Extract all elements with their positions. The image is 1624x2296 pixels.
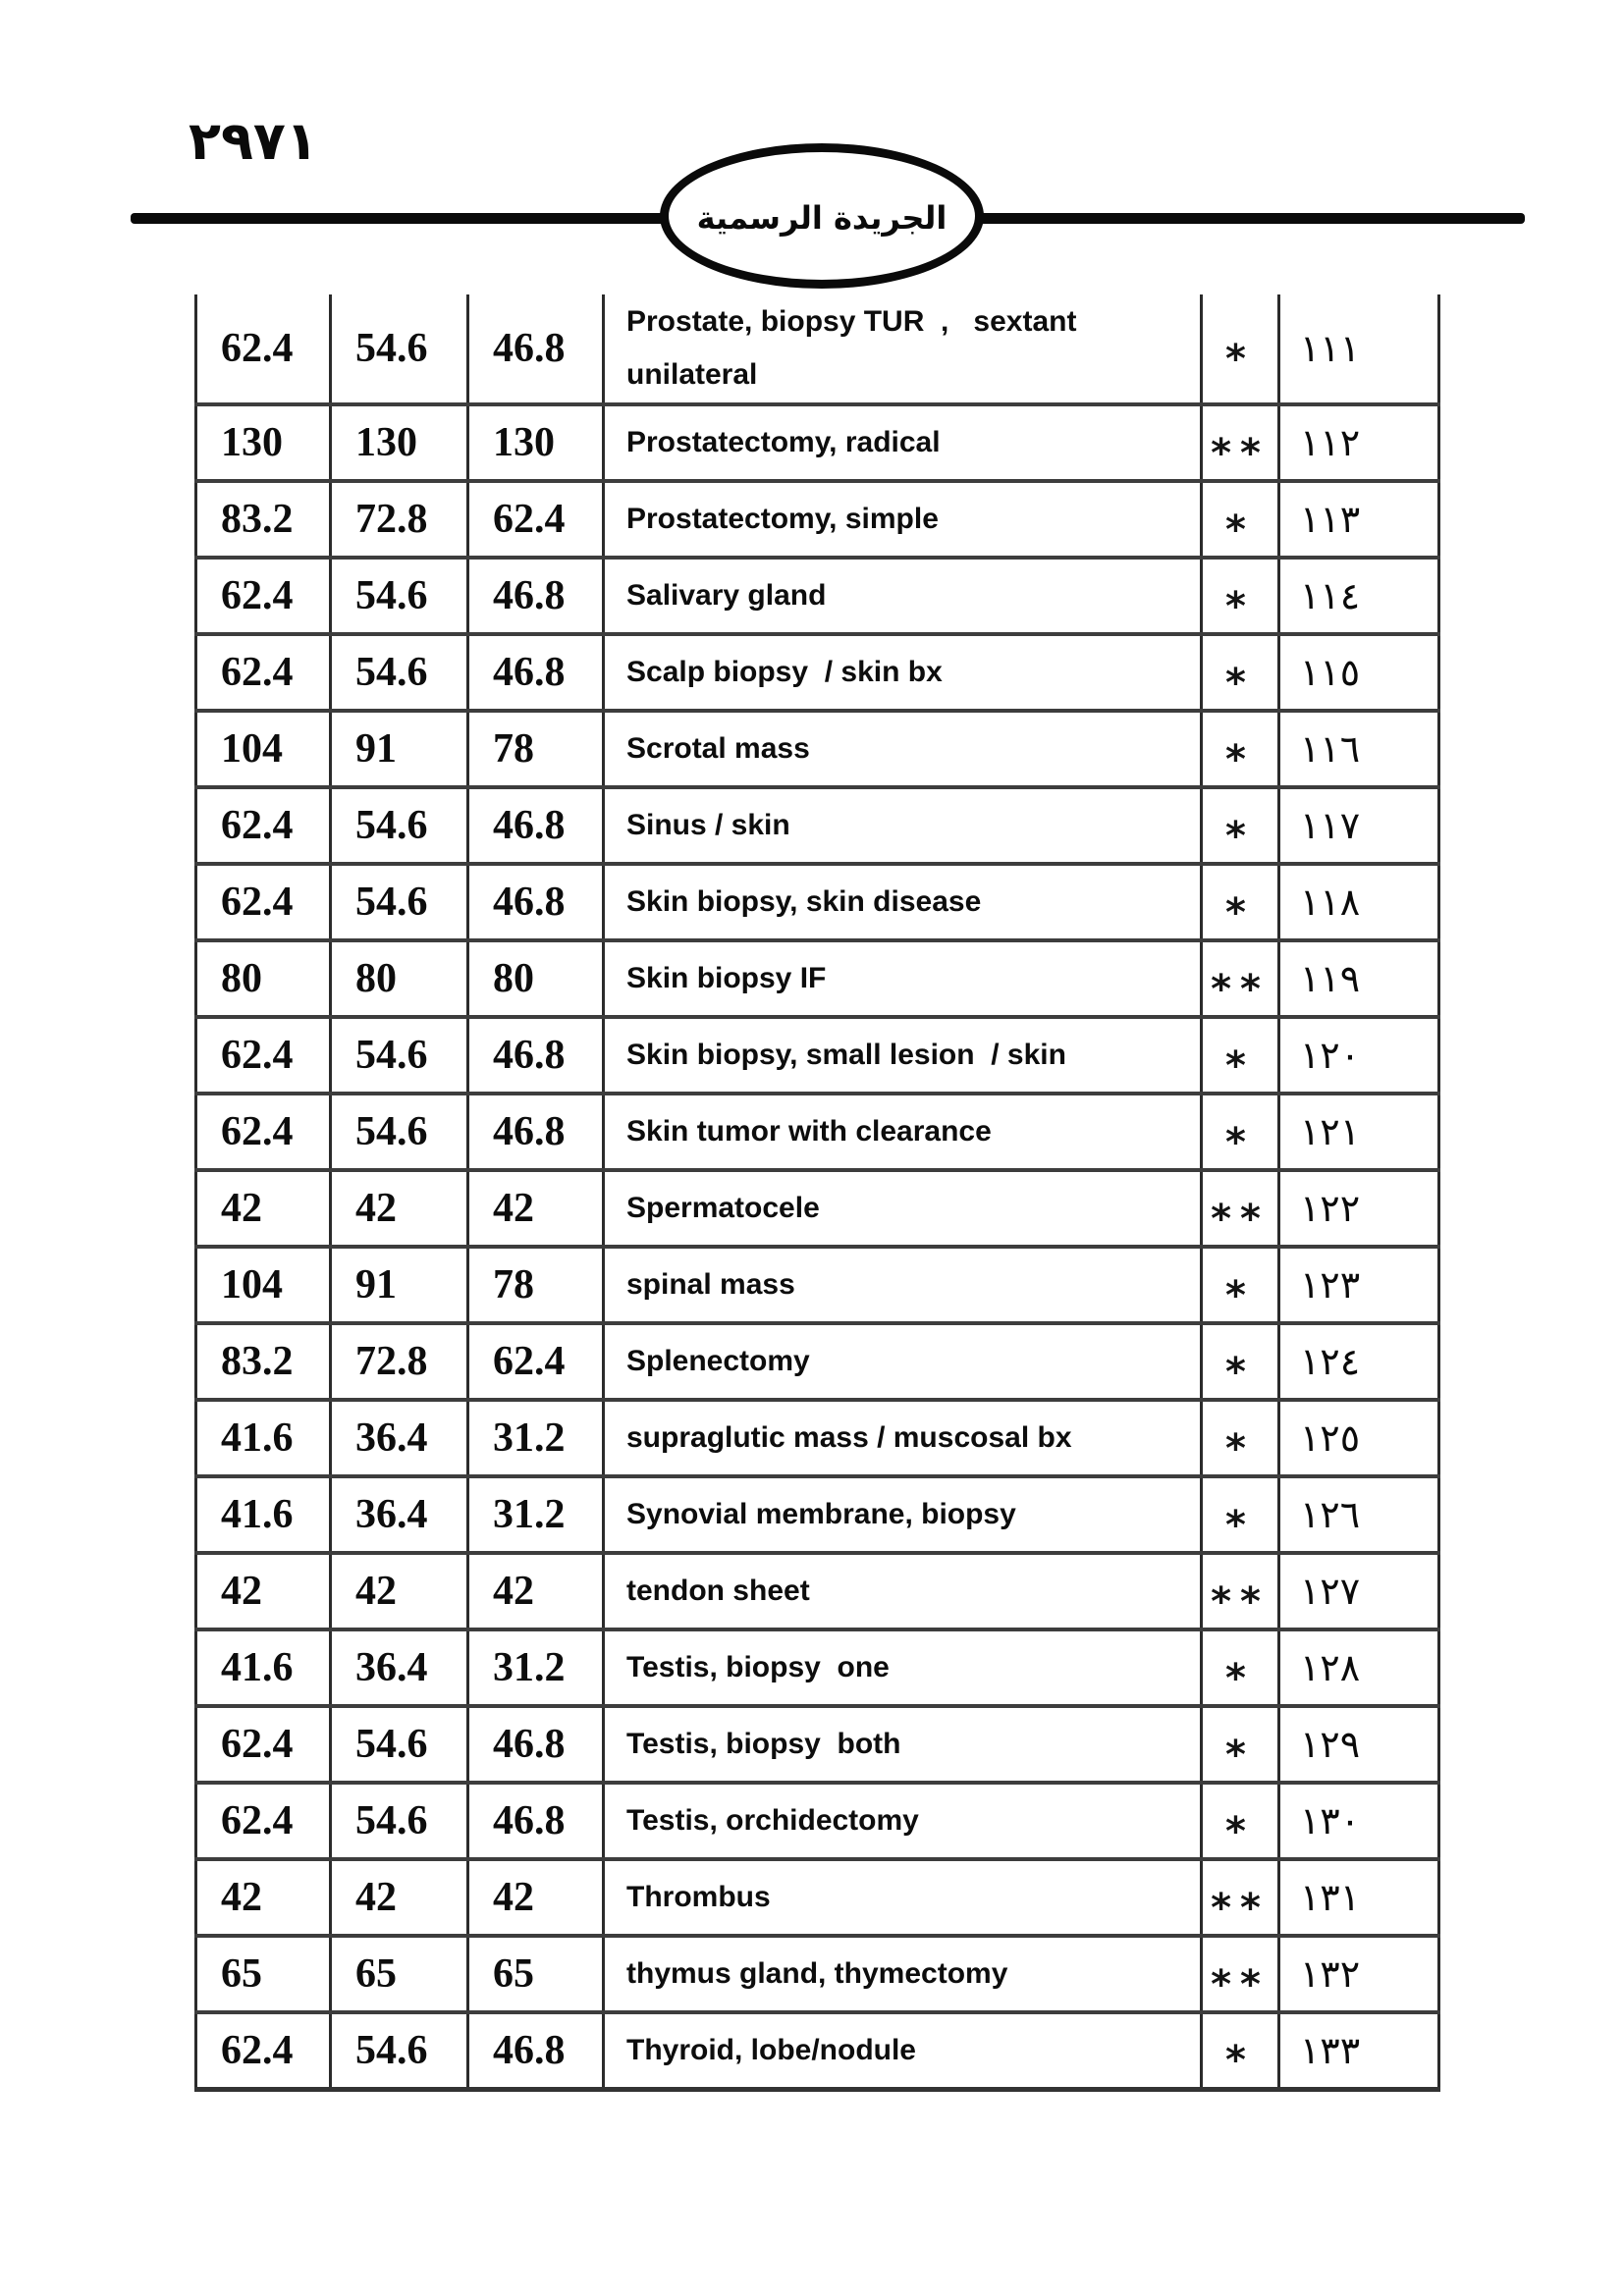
fee-tier-c-cell: 42 — [468, 1170, 604, 1247]
fee-tier-b-cell: 42 — [331, 1859, 468, 1936]
fee-tier-a-cell: 62.4 — [196, 1783, 331, 1859]
fee-tier-c-cell: 46.8 — [468, 1706, 604, 1783]
fee-tier-c-cell: 78 — [468, 711, 604, 787]
row-number-arabic-cell: ١١٨ — [1279, 864, 1439, 940]
fee-tier-b-cell: 42 — [331, 1170, 468, 1247]
row-number-arabic-cell: ١١٤ — [1279, 558, 1439, 634]
table-row — [196, 1629, 1439, 1706]
fee-tier-a-cell: 62.4 — [196, 787, 331, 864]
fee-tier-c-cell: 46.8 — [468, 864, 604, 940]
fee-tier-b-cell: 54.6 — [331, 864, 468, 940]
fee-tier-c-cell: 31.2 — [468, 1476, 604, 1553]
procedure-description-cell: supraglutic mass / muscosal bx — [604, 1400, 1202, 1476]
fee-tier-b-cell: 36.4 — [331, 1629, 468, 1706]
row-number-arabic-cell: ١٢٠ — [1279, 1017, 1439, 1094]
fee-tier-c-cell: 46.8 — [468, 1094, 604, 1170]
procedure-description-cell: Thyroid, lobe/nodule — [604, 2012, 1202, 2089]
fee-tier-c-cell: 42 — [468, 1553, 604, 1629]
row-number-arabic-cell: ١٢٥ — [1279, 1400, 1439, 1476]
asterisk-marker-cell: * — [1202, 558, 1279, 634]
asterisk-marker-cell: ** — [1202, 1170, 1279, 1247]
fee-tier-b-cell: 72.8 — [331, 1323, 468, 1400]
table-row — [196, 711, 1439, 787]
asterisk-marker-cell: ** — [1202, 1859, 1279, 1936]
asterisk-marker-cell: * — [1202, 864, 1279, 940]
fee-table-body — [196, 294, 1439, 2089]
asterisk-marker-cell: ** — [1202, 1553, 1279, 1629]
procedure-description-cell: Sinus / skin — [604, 787, 1202, 864]
fee-tier-b-cell: 54.6 — [331, 294, 468, 404]
fee-tier-c-cell: 46.8 — [468, 1017, 604, 1094]
table-row — [196, 1094, 1439, 1170]
procedure-description-cell: Synovial membrane, biopsy — [604, 1476, 1202, 1553]
fee-tier-b-cell: 54.6 — [331, 787, 468, 864]
fee-tier-c-cell: 31.2 — [468, 1629, 604, 1706]
fee-tier-a-cell: 62.4 — [196, 2012, 331, 2089]
fee-tier-c-cell: 31.2 — [468, 1400, 604, 1476]
table-row — [196, 1936, 1439, 2012]
fee-tier-a-cell: 65 — [196, 1936, 331, 2012]
asterisk-marker-cell: * — [1202, 1400, 1279, 1476]
row-number-arabic-cell: ١١٥ — [1279, 634, 1439, 711]
fee-tier-c-cell: 46.8 — [468, 558, 604, 634]
table-row — [196, 634, 1439, 711]
fee-tier-b-cell: 36.4 — [331, 1476, 468, 1553]
asterisk-marker-cell: * — [1202, 1094, 1279, 1170]
gazette-title: الجريدة الرسمية — [696, 199, 947, 237]
fee-tier-c-cell: 46.8 — [468, 2012, 604, 2089]
fee-tier-b-cell: 54.6 — [331, 2012, 468, 2089]
table-row — [196, 481, 1439, 558]
fee-tier-a-cell: 42 — [196, 1553, 331, 1629]
row-number-arabic-cell: ١١٣ — [1279, 481, 1439, 558]
asterisk-marker-cell: * — [1202, 2012, 1279, 2089]
fee-tier-a-cell: 41.6 — [196, 1400, 331, 1476]
procedure-description-cell: Skin biopsy, skin disease — [604, 864, 1202, 940]
asterisk-marker-cell: * — [1202, 1706, 1279, 1783]
asterisk-marker-cell: * — [1202, 294, 1279, 404]
procedure-description-cell: thymus gland, thymectomy — [604, 1936, 1202, 2012]
asterisk-marker-cell: * — [1202, 711, 1279, 787]
page-number: ٢٩٧١ — [189, 110, 318, 172]
fee-tier-c-cell: 46.8 — [468, 1783, 604, 1859]
fee-tier-a-cell: 41.6 — [196, 1629, 331, 1706]
fee-tier-a-cell: 130 — [196, 404, 331, 481]
asterisk-marker-cell: * — [1202, 1247, 1279, 1323]
fee-tier-b-cell: 91 — [331, 1247, 468, 1323]
asterisk-marker-cell: * — [1202, 1323, 1279, 1400]
procedure-description-cell: Scrotal mass — [604, 711, 1202, 787]
row-number-arabic-cell: ١١١ — [1279, 294, 1439, 404]
fee-tier-b-cell: 72.8 — [331, 481, 468, 558]
row-number-arabic-cell: ١٣١ — [1279, 1859, 1439, 1936]
asterisk-marker-cell: * — [1202, 1476, 1279, 1553]
table-row — [196, 787, 1439, 864]
fee-tier-c-cell: 130 — [468, 404, 604, 481]
procedure-description-cell: Testis, biopsy both — [604, 1706, 1202, 1783]
fee-tier-c-cell: 65 — [468, 1936, 604, 2012]
fee-tier-a-cell: 62.4 — [196, 294, 331, 404]
row-number-arabic-cell: ١٢٨ — [1279, 1629, 1439, 1706]
asterisk-marker-cell: * — [1202, 1629, 1279, 1706]
fee-tier-a-cell: 62.4 — [196, 1094, 331, 1170]
fee-tier-c-cell: 46.8 — [468, 634, 604, 711]
asterisk-marker-cell: ** — [1202, 940, 1279, 1017]
procedure-description-cell: Skin tumor with clearance — [604, 1094, 1202, 1170]
fee-tier-a-cell: 62.4 — [196, 1706, 331, 1783]
fee-tier-b-cell: 54.6 — [331, 1706, 468, 1783]
asterisk-marker-cell: * — [1202, 787, 1279, 864]
table-row — [196, 1706, 1439, 1783]
fee-tier-c-cell: 78 — [468, 1247, 604, 1323]
fee-tier-a-cell: 41.6 — [196, 1476, 331, 1553]
asterisk-marker-cell: * — [1202, 1017, 1279, 1094]
table-row — [196, 1017, 1439, 1094]
procedure-description-cell: Skin biopsy, small lesion / skin — [604, 1017, 1202, 1094]
fee-tier-b-cell: 80 — [331, 940, 468, 1017]
fee-tier-a-cell: 62.4 — [196, 1017, 331, 1094]
fee-tier-c-cell: 42 — [468, 1859, 604, 1936]
row-number-arabic-cell: ١٢٩ — [1279, 1706, 1439, 1783]
procedure-description-cell: spinal mass — [604, 1247, 1202, 1323]
procedure-description-cell: Splenectomy — [604, 1323, 1202, 1400]
row-number-arabic-cell: ١٢٧ — [1279, 1553, 1439, 1629]
fee-tier-b-cell: 65 — [331, 1936, 468, 2012]
table-row — [196, 1323, 1439, 1400]
table-row — [196, 1553, 1439, 1629]
fee-tier-b-cell: 91 — [331, 711, 468, 787]
fee-tier-c-cell: 80 — [468, 940, 604, 1017]
gazette-seal — [660, 143, 984, 289]
fee-tier-a-cell: 42 — [196, 1170, 331, 1247]
table-row — [196, 864, 1439, 940]
fee-tier-b-cell: 36.4 — [331, 1400, 468, 1476]
asterisk-marker-cell: ** — [1202, 1936, 1279, 2012]
fee-tier-b-cell: 54.6 — [331, 558, 468, 634]
fee-tier-b-cell: 130 — [331, 404, 468, 481]
row-number-arabic-cell: ١١٧ — [1279, 787, 1439, 864]
row-number-arabic-cell: ١٢٣ — [1279, 1247, 1439, 1323]
fee-tier-c-cell: 46.8 — [468, 787, 604, 864]
row-number-arabic-cell: ١٣٣ — [1279, 2012, 1439, 2089]
fee-tier-a-cell: 80 — [196, 940, 331, 1017]
table-row — [196, 2012, 1439, 2089]
table-row — [196, 1859, 1439, 1936]
row-number-arabic-cell: ١٢٤ — [1279, 1323, 1439, 1400]
procedure-description-cell: Testis, orchidectomy — [604, 1783, 1202, 1859]
fee-tier-a-cell: 104 — [196, 711, 331, 787]
fee-tier-a-cell: 62.4 — [196, 558, 331, 634]
procedure-description-cell: Thrombus — [604, 1859, 1202, 1936]
row-number-arabic-cell: ١١٦ — [1279, 711, 1439, 787]
row-number-arabic-cell: ١١٢ — [1279, 404, 1439, 481]
table-row — [196, 1170, 1439, 1247]
fee-tier-b-cell: 54.6 — [331, 1017, 468, 1094]
row-number-arabic-cell: ١٢٦ — [1279, 1476, 1439, 1553]
procedure-description-cell: tendon sheet — [604, 1553, 1202, 1629]
table-row — [196, 1783, 1439, 1859]
row-number-arabic-cell: ١٣٠ — [1279, 1783, 1439, 1859]
fee-tier-a-cell: 62.4 — [196, 634, 331, 711]
row-number-arabic-cell: ١٢١ — [1279, 1094, 1439, 1170]
row-number-arabic-cell: ١٢٢ — [1279, 1170, 1439, 1247]
procedure-description-cell: Skin biopsy IF — [604, 940, 1202, 1017]
fee-tier-a-cell: 83.2 — [196, 481, 331, 558]
fee-tier-b-cell: 54.6 — [331, 1783, 468, 1859]
fee-tier-a-cell: 42 — [196, 1859, 331, 1936]
procedure-fee-table — [194, 294, 1440, 2092]
row-number-arabic-cell: ١١٩ — [1279, 940, 1439, 1017]
asterisk-marker-cell: * — [1202, 634, 1279, 711]
fee-tier-c-cell: 62.4 — [468, 1323, 604, 1400]
fee-tier-b-cell: 42 — [331, 1553, 468, 1629]
table-row — [196, 1476, 1439, 1553]
fee-tier-a-cell: 62.4 — [196, 864, 331, 940]
fee-tier-c-cell: 46.8 — [468, 294, 604, 404]
table-row — [196, 558, 1439, 634]
row-number-arabic-cell: ١٣٢ — [1279, 1936, 1439, 2012]
table-row — [196, 1400, 1439, 1476]
fee-tier-b-cell: 54.6 — [331, 634, 468, 711]
procedure-description-cell: Salivary gland — [604, 558, 1202, 634]
procedure-description-cell: Prostate, biopsy TUR , sextant unilateral — [604, 294, 1202, 404]
asterisk-marker-cell: ** — [1202, 404, 1279, 481]
procedure-description-cell: Prostatectomy, simple — [604, 481, 1202, 558]
asterisk-marker-cell: * — [1202, 481, 1279, 558]
procedure-description-cell: Testis, biopsy one — [604, 1629, 1202, 1706]
procedure-description-cell: Spermatocele — [604, 1170, 1202, 1247]
table-row — [196, 940, 1439, 1017]
fee-tier-a-cell: 83.2 — [196, 1323, 331, 1400]
table-row — [196, 1247, 1439, 1323]
table-row — [196, 404, 1439, 481]
fee-tier-a-cell: 104 — [196, 1247, 331, 1323]
fee-tier-b-cell: 54.6 — [331, 1094, 468, 1170]
fee-tier-c-cell: 62.4 — [468, 481, 604, 558]
table-row — [196, 294, 1439, 404]
asterisk-marker-cell: * — [1202, 1783, 1279, 1859]
procedure-description-cell: Prostatectomy, radical — [604, 404, 1202, 481]
procedure-description-cell: Scalp biopsy / skin bx — [604, 634, 1202, 711]
